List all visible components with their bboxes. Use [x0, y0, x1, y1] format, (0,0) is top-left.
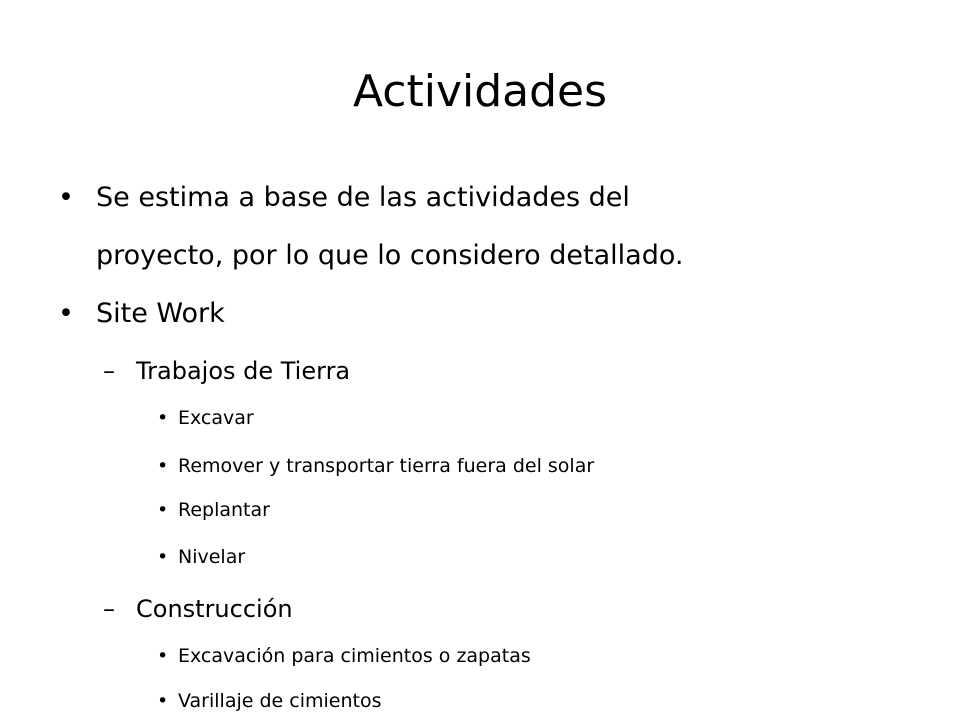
sub-sub-bullet-marker: •: [157, 499, 169, 521]
list-item: Nivelar: [178, 546, 246, 568]
slide-title: Actividades: [352, 66, 608, 117]
list-item: Replantar: [178, 499, 270, 521]
sub-sub-bullet-marker: •: [157, 407, 169, 429]
bullet-marker: •: [58, 182, 74, 213]
list-item: Excavar: [178, 407, 254, 429]
bullet-text: Site Work: [96, 298, 225, 329]
list-item: Varillaje de cimientos: [178, 690, 382, 712]
bullet-text-line: Se estima a base de las actividades del: [96, 182, 630, 213]
sub-sub-bullet-marker: •: [157, 455, 169, 477]
section-heading: Trabajos de Tierra: [136, 357, 351, 385]
list-item: Remover y transportar tierra fuera del solar: [178, 455, 595, 477]
bullet-marker: •: [58, 298, 74, 329]
list-item: Excavación para cimientos o zapatas: [178, 645, 531, 667]
section-heading: Construcción: [136, 595, 293, 623]
sub-bullet-dash: –: [103, 357, 115, 385]
bullet-text-line: proyecto, por lo que lo considero detallado.: [96, 240, 684, 271]
sub-bullet-dash: –: [103, 595, 115, 623]
sub-sub-bullet-marker: •: [157, 546, 169, 568]
sub-sub-bullet-marker: •: [157, 645, 169, 667]
sub-sub-bullet-marker: •: [157, 690, 169, 712]
